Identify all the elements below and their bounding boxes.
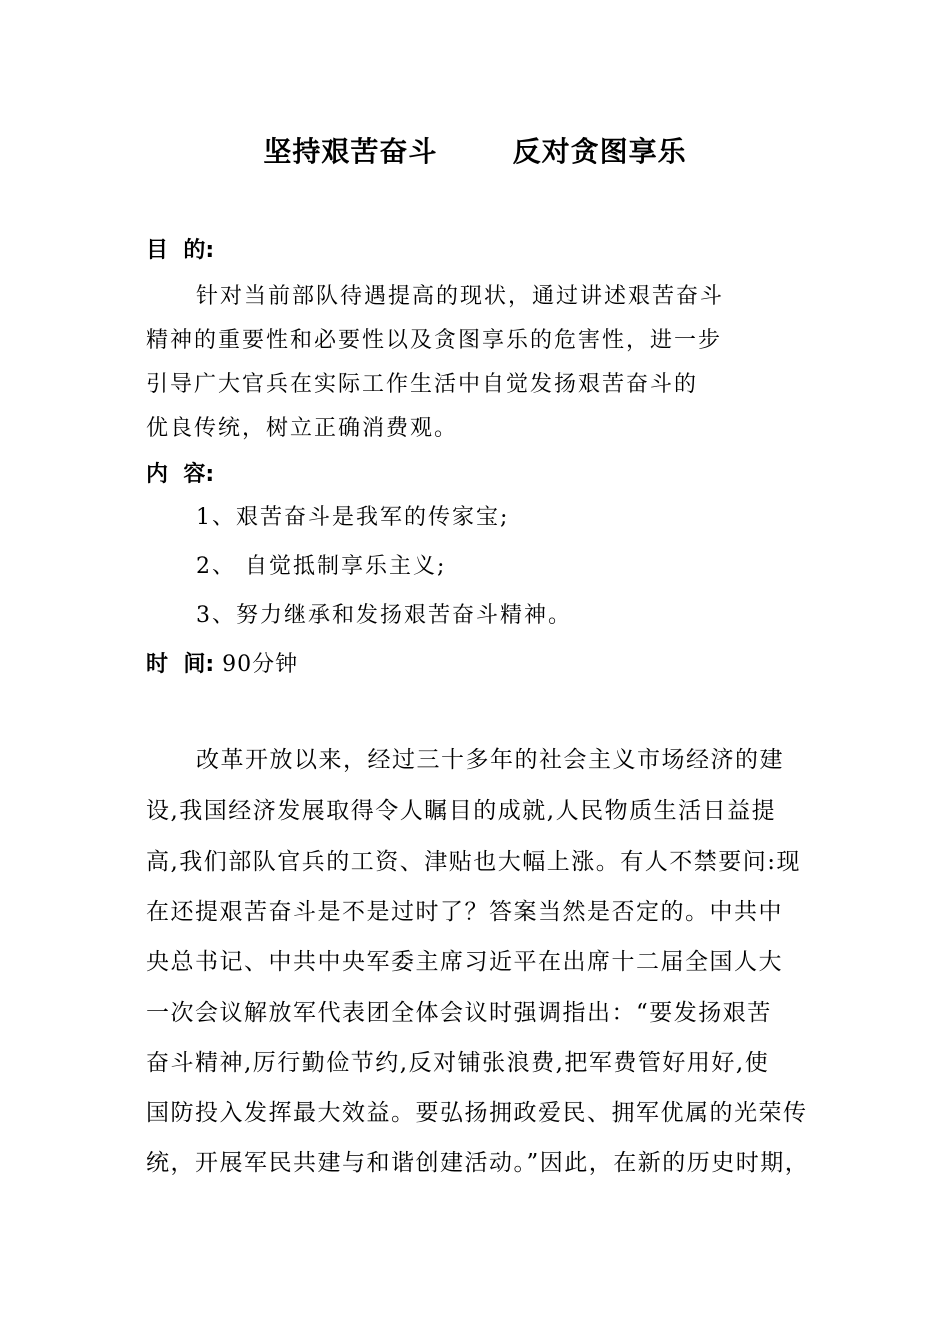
purpose-line: 精神的重要性和必要性以及贪图享乐的危害性，进一步 bbox=[146, 328, 723, 353]
time-row bbox=[146, 647, 298, 678]
content-label: 内 容: bbox=[146, 462, 215, 487]
body-line: 一次会议解放军代表团全体会议时强调指出：“要发扬艰苦 bbox=[146, 1000, 772, 1026]
body-line: 设,我国经济发展取得令人瞩目的成就,人民物质生活日益提 bbox=[146, 798, 777, 824]
body-line: 奋斗精神,厉行勤俭节约,反对铺张浪费,把军费管好用好,使 bbox=[146, 1050, 770, 1076]
body-line: 统，开展军民共建与和谐创建活动。”因此，在新的历史时期， bbox=[146, 1150, 810, 1176]
body-line: 在还提艰苦奋斗是不是过时了？答案当然是否定的。中共中 bbox=[146, 899, 783, 925]
body-line: 高,我们部队官兵的工资、津贴也大幅上涨。有人不禁要问:现 bbox=[146, 849, 802, 875]
body-line: 改革开放以来，经过三十多年的社会主义市场经济的建 bbox=[196, 747, 784, 773]
body-line: 国防投入发挥最大效益。要弘扬拥政爱民、拥军优属的光荣传 bbox=[146, 1100, 808, 1126]
purpose-label: 目 的: bbox=[146, 238, 215, 263]
purpose-line: 针对当前部队待遇提高的现状，通过讲述艰苦奋斗 bbox=[196, 284, 725, 309]
purpose-line: 优良传统，树立正确消费观。 bbox=[146, 416, 459, 441]
body-line: 央总书记、中共中央军委主席习近平在出席十二届全国人大 bbox=[146, 949, 783, 975]
purpose-line: 引导广大官兵在实际工作生活中自觉发扬艰苦奋斗的 bbox=[146, 372, 699, 397]
content-item: 2、 自觉抵制享乐主义; bbox=[196, 554, 447, 579]
content-item: 1、艰苦奋斗是我军的传家宝; bbox=[196, 505, 510, 530]
time-label: 时 间: bbox=[146, 652, 215, 677]
time-value: 90分钟 bbox=[214, 652, 299, 677]
content-item: 3、努力继承和发扬艰苦奋斗精神。 bbox=[196, 603, 572, 628]
document-title: 坚持艰苦奋斗 反对贪图享乐 bbox=[263, 135, 687, 168]
